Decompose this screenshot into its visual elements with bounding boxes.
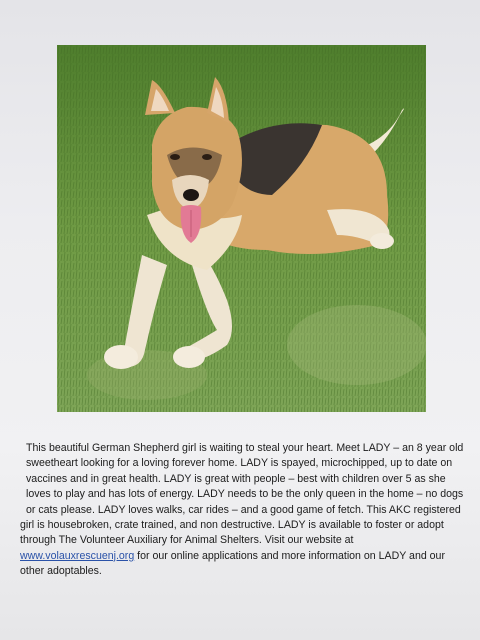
description-line-5: or cats please. LADY loves walks, car rides – and a good game of fetch. This AKC registered [26,503,461,516]
description-line-8 [20,549,468,564]
description-line-4: loves to play and has lots of energy. LADY needs to be the only queen in the home – no dogs [26,488,464,501]
description-line-6: girl is housebroken, crate trained, and non destructive. LADY is available to foster or adopt [20,519,444,532]
description-line-8-rest: for our online applications and more information on LADY and our [134,549,445,562]
description-line-9: other adoptables. [20,565,102,578]
description-line-1: This beautiful German Shepherd girl is waiting to steal your heart. Meet LADY – an 8 year old [26,442,464,454]
german-shepherd-photo-icon [57,45,426,412]
adoption-description [20,441,468,580]
description-line-2: sweetheart looking for a loving forever home. LADY is spayed, microchipped, up to date on [26,457,453,470]
website-link[interactable]: www.volauxrescuenj.org [20,549,135,562]
dog-photo [57,45,426,412]
description-line-3: vaccines and in great health. LADY is great with people – best with children over 5 as she [26,472,446,485]
description-line-7: through The Volunteer Auxiliary for Animal Shelters. Visit our website at [20,534,354,547]
